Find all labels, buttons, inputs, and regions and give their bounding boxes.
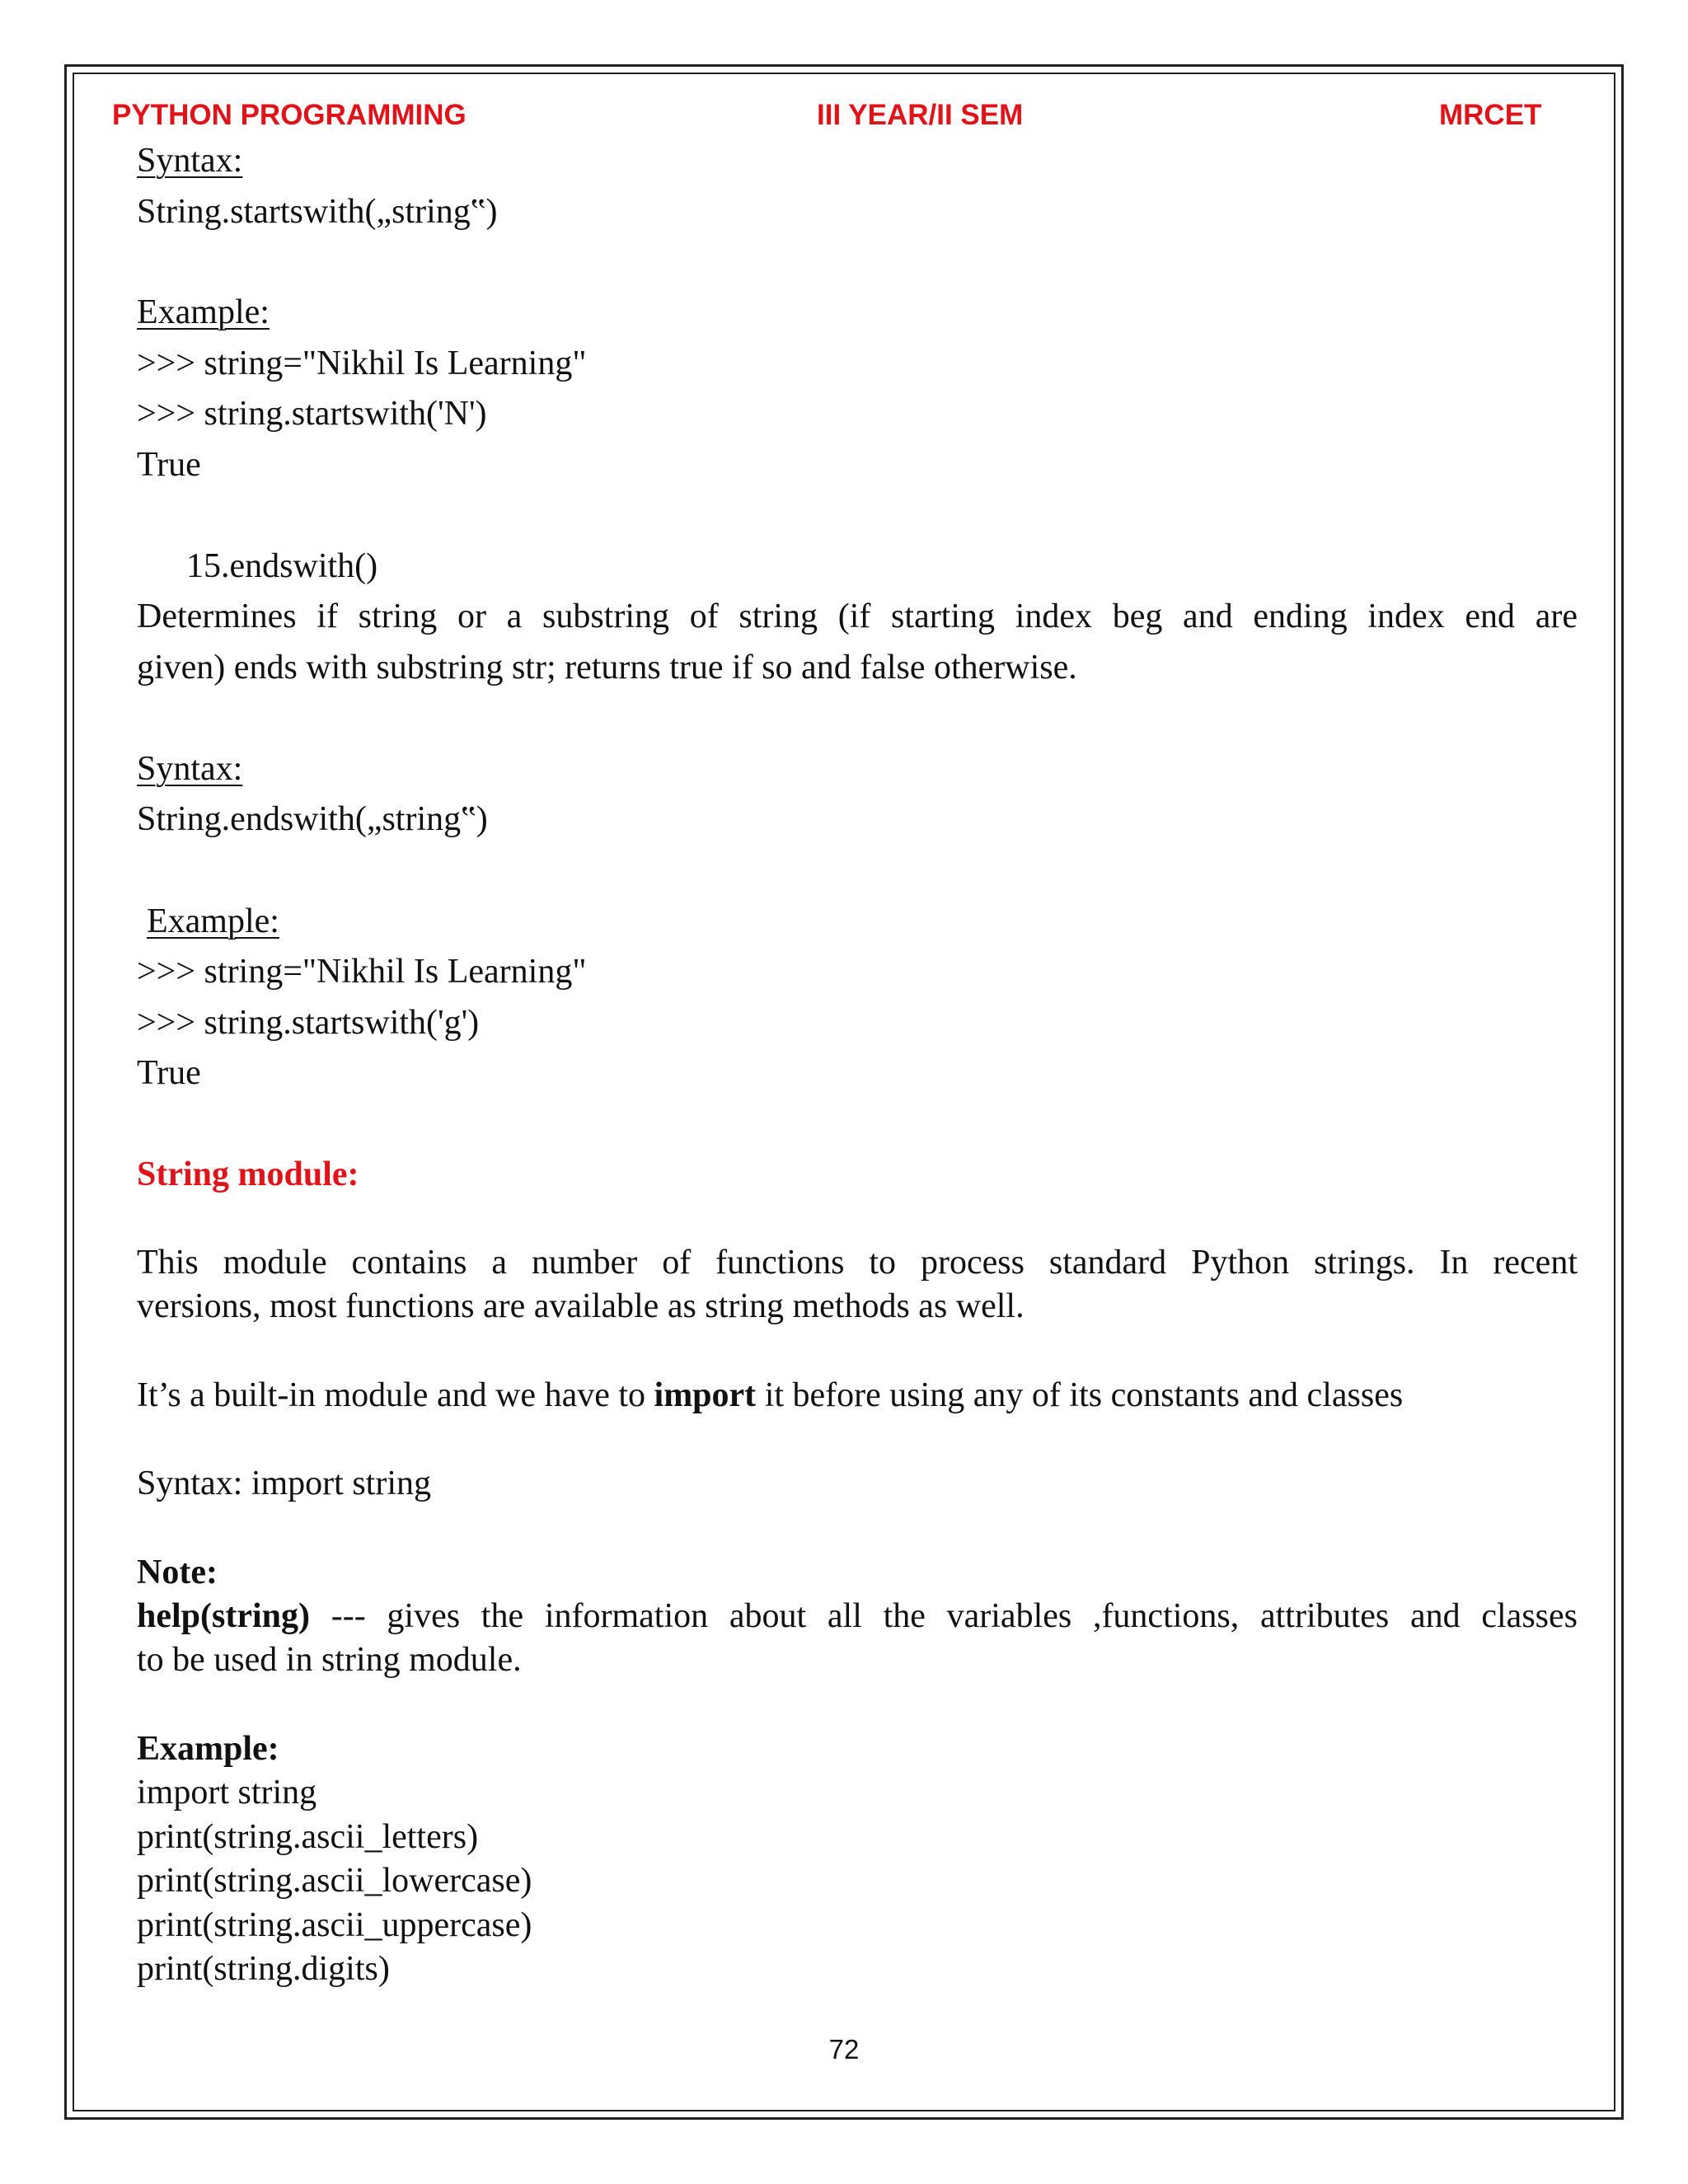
para2 bbox=[137, 1378, 1403, 1413]
para1-line-2: versions, most functions are available as string methods as well. bbox=[137, 1287, 1025, 1325]
example3-line-3: print(string.ascii_lowercase) bbox=[137, 1862, 532, 1900]
header-institution: MRCET bbox=[1439, 99, 1542, 131]
example1-line-3: True bbox=[137, 446, 201, 484]
example3-line-2: print(string.ascii_letters) bbox=[137, 1818, 479, 1856]
example3-line-5: print(string.digits) bbox=[137, 1950, 390, 1988]
example2-line-3: True bbox=[137, 1054, 201, 1092]
section-heading: String module: bbox=[137, 1155, 359, 1193]
note-label: Note: bbox=[137, 1554, 218, 1591]
item-15-desc-line-1: Determines if string or a substring of string (if starting index beg and ending index end are bbox=[137, 598, 1578, 635]
syntax-code-2: String.endswith(„string‟) bbox=[137, 800, 488, 838]
item-15-title: 15.endswith() bbox=[186, 547, 378, 585]
syntax-label-2: Syntax: bbox=[137, 750, 243, 788]
header-year-sem: III YEAR/II SEM bbox=[817, 99, 1024, 131]
note-line-1 bbox=[137, 1599, 1578, 1633]
example-label-2: Example: bbox=[147, 902, 279, 940]
syntax-label-1: Syntax: bbox=[137, 142, 243, 180]
page-number: 72 bbox=[828, 2034, 860, 2064]
note-line-2: to be used in string module. bbox=[137, 1641, 522, 1679]
example2-line-1: >>> string="Nikhil Is Learning" bbox=[137, 953, 587, 991]
example1-line-2: >>> string.startswith('N') bbox=[137, 395, 487, 433]
note-bold: help(string) bbox=[137, 1597, 310, 1635]
example3-line-1: import string bbox=[137, 1774, 317, 1811]
example-label-1: Example: bbox=[137, 293, 270, 331]
syntax-code-1: String.startswith(„string‟) bbox=[137, 193, 498, 231]
item-15-desc-line-2: given) ends with substring str; returns true if so and false otherwise. bbox=[137, 649, 1077, 687]
header-course-title: PYTHON PROGRAMMING bbox=[112, 99, 467, 131]
para2-bold: import bbox=[654, 1376, 757, 1414]
example3-line-4: print(string.ascii_uppercase) bbox=[137, 1906, 532, 1944]
example2-line-2: >>> string.startswith('g') bbox=[137, 1004, 480, 1042]
page-header bbox=[0, 99, 1688, 140]
para1-line-1: This module contains a number of functions to process standard Python strings. In recent bbox=[137, 1244, 1578, 1282]
syntax-import: Syntax: import string bbox=[137, 1465, 431, 1502]
para2-before: It’s a built-in module and we have to bbox=[137, 1376, 654, 1414]
note-rest: --- gives the information about all the variables ,functions, attributes and classes bbox=[310, 1597, 1578, 1635]
example-label-3: Example: bbox=[137, 1730, 279, 1768]
para2-after: it before using any of its constants and classes bbox=[756, 1376, 1404, 1414]
example1-line-1: >>> string="Nikhil Is Learning" bbox=[137, 344, 587, 382]
